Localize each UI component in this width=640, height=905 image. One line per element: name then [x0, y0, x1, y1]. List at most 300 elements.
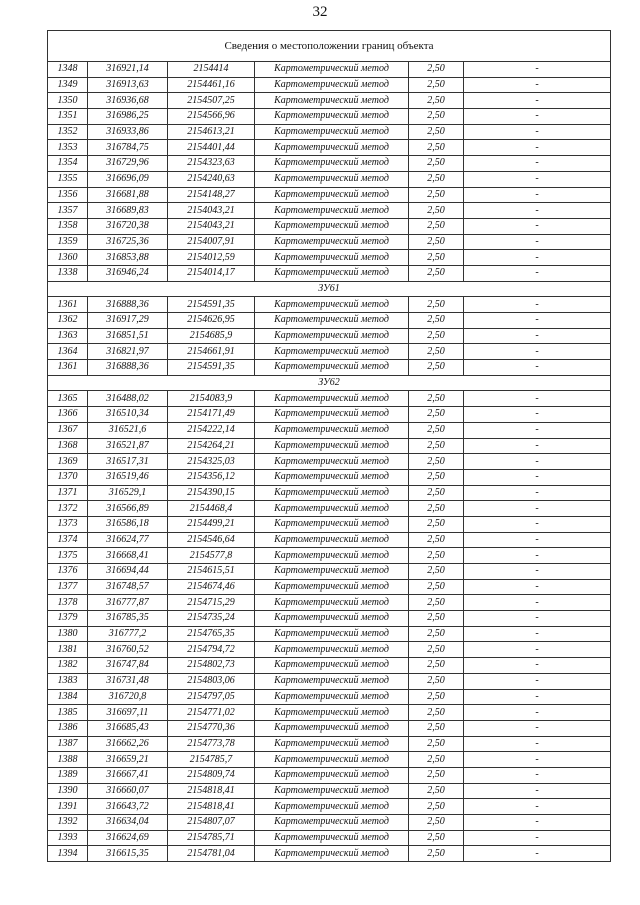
description-cell: - — [464, 485, 611, 501]
description-cell: - — [464, 203, 611, 219]
x-coordinate-cell: 316913,63 — [88, 77, 168, 93]
method-cell: Картометрический метод — [255, 752, 409, 768]
y-coordinate-cell: 2154794,72 — [168, 642, 255, 658]
x-coordinate-cell: 316933,86 — [88, 124, 168, 140]
y-coordinate-cell: 2154414 — [168, 62, 255, 78]
y-coordinate-cell: 2154007,91 — [168, 234, 255, 250]
accuracy-cell: 2,50 — [409, 673, 464, 689]
y-coordinate-cell: 2154807,07 — [168, 815, 255, 831]
y-coordinate-cell: 2154461,16 — [168, 77, 255, 93]
x-coordinate-cell: 316668,41 — [88, 548, 168, 564]
y-coordinate-cell: 2154770,36 — [168, 720, 255, 736]
method-cell: Картометрический метод — [255, 124, 409, 140]
method-cell: Картометрический метод — [255, 705, 409, 721]
description-cell: - — [464, 673, 611, 689]
accuracy-cell: 2,50 — [409, 422, 464, 438]
table-row — [48, 391, 611, 407]
y-coordinate-cell: 2154809,74 — [168, 767, 255, 783]
method-cell: Картометрический метод — [255, 642, 409, 658]
section-label: ЗУ61 — [48, 281, 611, 297]
section-label-row — [48, 375, 611, 391]
description-cell: - — [464, 595, 611, 611]
accuracy-cell: 2,50 — [409, 218, 464, 234]
point-number-cell: 1353 — [48, 140, 88, 156]
point-number-cell: 1338 — [48, 265, 88, 281]
x-coordinate-cell: 316517,31 — [88, 454, 168, 470]
point-number-cell: 1354 — [48, 156, 88, 172]
method-cell: Картометрический метод — [255, 736, 409, 752]
method-cell: Картометрический метод — [255, 407, 409, 423]
accuracy-cell: 2,50 — [409, 611, 464, 627]
table-row — [48, 815, 611, 831]
point-number-cell: 1374 — [48, 532, 88, 548]
description-cell: - — [464, 250, 611, 266]
table-row — [48, 799, 611, 815]
table-row — [48, 140, 611, 156]
point-number-cell: 1378 — [48, 595, 88, 611]
accuracy-cell: 2,50 — [409, 250, 464, 266]
x-coordinate-cell: 316624,69 — [88, 830, 168, 846]
description-cell: - — [464, 564, 611, 580]
accuracy-cell: 2,50 — [409, 171, 464, 187]
table-row — [48, 830, 611, 846]
accuracy-cell: 2,50 — [409, 109, 464, 125]
x-coordinate-cell: 316777,2 — [88, 626, 168, 642]
method-cell: Картометрический метод — [255, 297, 409, 313]
y-coordinate-cell: 2154818,41 — [168, 783, 255, 799]
point-number-cell: 1367 — [48, 422, 88, 438]
point-number-cell: 1391 — [48, 799, 88, 815]
y-coordinate-cell: 2154566,96 — [168, 109, 255, 125]
x-coordinate-cell: 316662,26 — [88, 736, 168, 752]
x-coordinate-cell: 316760,52 — [88, 642, 168, 658]
method-cell: Картометрический метод — [255, 187, 409, 203]
x-coordinate-cell: 316888,36 — [88, 360, 168, 376]
description-cell: - — [464, 516, 611, 532]
accuracy-cell: 2,50 — [409, 830, 464, 846]
method-cell: Картометрический метод — [255, 140, 409, 156]
x-coordinate-cell: 316986,25 — [88, 109, 168, 125]
table-row — [48, 658, 611, 674]
table-row — [48, 752, 611, 768]
accuracy-cell: 2,50 — [409, 705, 464, 721]
point-number-cell: 1357 — [48, 203, 88, 219]
point-number-cell: 1371 — [48, 485, 88, 501]
x-coordinate-cell: 316689,83 — [88, 203, 168, 219]
y-coordinate-cell: 2154390,15 — [168, 485, 255, 501]
table-row — [48, 720, 611, 736]
method-cell: Картометрический метод — [255, 438, 409, 454]
method-cell: Картометрический метод — [255, 783, 409, 799]
y-coordinate-cell: 2154661,91 — [168, 344, 255, 360]
description-cell: - — [464, 187, 611, 203]
description-cell: - — [464, 767, 611, 783]
x-coordinate-cell: 316785,35 — [88, 611, 168, 627]
x-coordinate-cell: 316821,97 — [88, 344, 168, 360]
accuracy-cell: 2,50 — [409, 124, 464, 140]
point-number-cell: 1382 — [48, 658, 88, 674]
point-number-cell: 1376 — [48, 564, 88, 580]
method-cell: Картометрический метод — [255, 501, 409, 517]
point-number-cell: 1361 — [48, 297, 88, 313]
method-cell: Картометрический метод — [255, 689, 409, 705]
description-cell: - — [464, 328, 611, 344]
y-coordinate-cell: 2154685,9 — [168, 328, 255, 344]
method-cell: Картометрический метод — [255, 250, 409, 266]
description-cell: - — [464, 407, 611, 423]
accuracy-cell: 2,50 — [409, 626, 464, 642]
description-cell: - — [464, 422, 611, 438]
table-row — [48, 673, 611, 689]
point-number-cell: 1369 — [48, 454, 88, 470]
accuracy-cell: 2,50 — [409, 297, 464, 313]
table-row — [48, 689, 611, 705]
description-cell: - — [464, 846, 611, 862]
page-number: 32 — [312, 4, 328, 20]
x-coordinate-cell: 316936,68 — [88, 93, 168, 109]
x-coordinate-cell: 316720,8 — [88, 689, 168, 705]
y-coordinate-cell: 2154803,06 — [168, 673, 255, 689]
table-row — [48, 438, 611, 454]
method-cell: Картометрический метод — [255, 156, 409, 172]
accuracy-cell: 2,50 — [409, 642, 464, 658]
description-cell: - — [464, 783, 611, 799]
accuracy-cell: 2,50 — [409, 454, 464, 470]
x-coordinate-cell: 316660,07 — [88, 783, 168, 799]
description-cell: - — [464, 705, 611, 721]
accuracy-cell: 2,50 — [409, 93, 464, 109]
y-coordinate-cell: 2154785,71 — [168, 830, 255, 846]
point-number-cell: 1377 — [48, 579, 88, 595]
accuracy-cell: 2,50 — [409, 720, 464, 736]
table-row — [48, 516, 611, 532]
point-number-cell: 1393 — [48, 830, 88, 846]
y-coordinate-cell: 2154356,12 — [168, 469, 255, 485]
point-number-cell: 1385 — [48, 705, 88, 721]
description-cell: - — [464, 438, 611, 454]
description-cell: - — [464, 124, 611, 140]
point-number-cell: 1358 — [48, 218, 88, 234]
x-coordinate-cell: 316853,88 — [88, 250, 168, 266]
accuracy-cell: 2,50 — [409, 360, 464, 376]
description-cell: - — [464, 62, 611, 78]
y-coordinate-cell: 2154626,95 — [168, 313, 255, 329]
y-coordinate-cell: 2154401,44 — [168, 140, 255, 156]
table-row — [48, 360, 611, 376]
accuracy-cell: 2,50 — [409, 783, 464, 799]
method-cell: Картометрический метод — [255, 720, 409, 736]
method-cell: Картометрический метод — [255, 328, 409, 344]
method-cell: Картометрический метод — [255, 767, 409, 783]
description-cell: - — [464, 109, 611, 125]
accuracy-cell: 2,50 — [409, 767, 464, 783]
x-coordinate-cell: 316685,43 — [88, 720, 168, 736]
description-cell: - — [464, 642, 611, 658]
y-coordinate-cell: 2154818,41 — [168, 799, 255, 815]
method-cell: Картометрический метод — [255, 265, 409, 281]
table-row — [48, 579, 611, 595]
point-number-cell: 1364 — [48, 344, 88, 360]
y-coordinate-cell: 2154148,27 — [168, 187, 255, 203]
accuracy-cell: 2,50 — [409, 579, 464, 595]
table-header-row — [48, 31, 611, 62]
method-cell: Картометрический метод — [255, 548, 409, 564]
method-cell: Картометрический метод — [255, 485, 409, 501]
table-row — [48, 77, 611, 93]
method-cell: Картометрический метод — [255, 564, 409, 580]
description-cell: - — [464, 156, 611, 172]
x-coordinate-cell: 316725,36 — [88, 234, 168, 250]
method-cell: Картометрический метод — [255, 218, 409, 234]
description-cell: - — [464, 360, 611, 376]
point-number-cell: 1366 — [48, 407, 88, 423]
description-cell: - — [464, 93, 611, 109]
point-number-cell: 1383 — [48, 673, 88, 689]
table-row — [48, 344, 611, 360]
point-number-cell: 1360 — [48, 250, 88, 266]
method-cell: Картометрический метод — [255, 422, 409, 438]
x-coordinate-cell: 316946,24 — [88, 265, 168, 281]
y-coordinate-cell: 2154012,59 — [168, 250, 255, 266]
description-cell: - — [464, 532, 611, 548]
table-row — [48, 611, 611, 627]
method-cell: Картометрический метод — [255, 532, 409, 548]
table-row — [48, 642, 611, 658]
point-number-cell: 1370 — [48, 469, 88, 485]
y-coordinate-cell: 2154615,51 — [168, 564, 255, 580]
table-row — [48, 124, 611, 140]
accuracy-cell: 2,50 — [409, 736, 464, 752]
description-cell: - — [464, 830, 611, 846]
x-coordinate-cell: 316521,87 — [88, 438, 168, 454]
y-coordinate-cell: 2154043,21 — [168, 203, 255, 219]
description-cell: - — [464, 77, 611, 93]
x-coordinate-cell: 316634,04 — [88, 815, 168, 831]
x-coordinate-cell: 316681,88 — [88, 187, 168, 203]
accuracy-cell: 2,50 — [409, 156, 464, 172]
x-coordinate-cell: 316566,89 — [88, 501, 168, 517]
x-coordinate-cell: 316851,51 — [88, 328, 168, 344]
accuracy-cell: 2,50 — [409, 548, 464, 564]
description-cell: - — [464, 799, 611, 815]
accuracy-cell: 2,50 — [409, 77, 464, 93]
table-row — [48, 171, 611, 187]
point-number-cell: 1381 — [48, 642, 88, 658]
x-coordinate-cell: 316784,75 — [88, 140, 168, 156]
table-row — [48, 485, 611, 501]
point-number-cell: 1361 — [48, 360, 88, 376]
description-cell: - — [464, 265, 611, 281]
accuracy-cell: 2,50 — [409, 234, 464, 250]
x-coordinate-cell: 316643,72 — [88, 799, 168, 815]
x-coordinate-cell: 316777,87 — [88, 595, 168, 611]
table-row — [48, 93, 611, 109]
x-coordinate-cell: 316696,09 — [88, 171, 168, 187]
y-coordinate-cell: 2154797,05 — [168, 689, 255, 705]
point-number-cell: 1387 — [48, 736, 88, 752]
point-number-cell: 1363 — [48, 328, 88, 344]
point-number-cell: 1362 — [48, 313, 88, 329]
table-row — [48, 187, 611, 203]
x-coordinate-cell: 316888,36 — [88, 297, 168, 313]
y-coordinate-cell: 2154083,9 — [168, 391, 255, 407]
point-number-cell: 1350 — [48, 93, 88, 109]
point-number-cell: 1375 — [48, 548, 88, 564]
x-coordinate-cell: 316488,02 — [88, 391, 168, 407]
x-coordinate-cell: 316731,48 — [88, 673, 168, 689]
method-cell: Картометрический метод — [255, 579, 409, 595]
description-cell: - — [464, 344, 611, 360]
description-cell: - — [464, 171, 611, 187]
table-row — [48, 265, 611, 281]
point-number-cell: 1355 — [48, 171, 88, 187]
table-row — [48, 783, 611, 799]
x-coordinate-cell: 316921,14 — [88, 62, 168, 78]
method-cell: Картометрический метод — [255, 313, 409, 329]
table-row — [48, 62, 611, 78]
method-cell: Картометрический метод — [255, 234, 409, 250]
y-coordinate-cell: 2154613,21 — [168, 124, 255, 140]
accuracy-cell: 2,50 — [409, 689, 464, 705]
method-cell: Картометрический метод — [255, 626, 409, 642]
accuracy-cell: 2,50 — [409, 407, 464, 423]
table-row — [48, 234, 611, 250]
table-row — [48, 595, 611, 611]
method-cell: Картометрический метод — [255, 611, 409, 627]
table-row — [48, 626, 611, 642]
table-row — [48, 297, 611, 313]
accuracy-cell: 2,50 — [409, 469, 464, 485]
y-coordinate-cell: 2154014,17 — [168, 265, 255, 281]
description-cell: - — [464, 313, 611, 329]
point-number-cell: 1351 — [48, 109, 88, 125]
x-coordinate-cell: 316624,77 — [88, 532, 168, 548]
description-cell: - — [464, 140, 611, 156]
point-number-cell: 1359 — [48, 234, 88, 250]
point-number-cell: 1372 — [48, 501, 88, 517]
description-cell: - — [464, 579, 611, 595]
point-number-cell: 1390 — [48, 783, 88, 799]
table-row — [48, 328, 611, 344]
table-row — [48, 313, 611, 329]
method-cell: Картометрический метод — [255, 93, 409, 109]
accuracy-cell: 2,50 — [409, 595, 464, 611]
method-cell: Картометрический метод — [255, 799, 409, 815]
point-number-cell: 1373 — [48, 516, 88, 532]
y-coordinate-cell: 2154781,04 — [168, 846, 255, 862]
method-cell: Картометрический метод — [255, 454, 409, 470]
method-cell: Картометрический метод — [255, 391, 409, 407]
table-title: Сведения о местоположении границ объекта — [48, 31, 611, 62]
method-cell: Картометрический метод — [255, 109, 409, 125]
x-coordinate-cell: 316659,21 — [88, 752, 168, 768]
table-row — [48, 767, 611, 783]
point-number-cell: 1392 — [48, 815, 88, 831]
table-row — [48, 705, 611, 721]
accuracy-cell: 2,50 — [409, 815, 464, 831]
point-number-cell: 1356 — [48, 187, 88, 203]
table-row — [48, 218, 611, 234]
x-coordinate-cell: 316694,44 — [88, 564, 168, 580]
description-cell: - — [464, 626, 611, 642]
method-cell: Картометрический метод — [255, 815, 409, 831]
description-cell: - — [464, 218, 611, 234]
point-number-cell: 1386 — [48, 720, 88, 736]
table-row — [48, 407, 611, 423]
method-cell: Картометрический метод — [255, 203, 409, 219]
section-label-row — [48, 281, 611, 297]
point-number-cell: 1365 — [48, 391, 88, 407]
description-cell: - — [464, 752, 611, 768]
table-row — [48, 109, 611, 125]
point-number-cell: 1352 — [48, 124, 88, 140]
description-cell: - — [464, 391, 611, 407]
y-coordinate-cell: 2154674,46 — [168, 579, 255, 595]
x-coordinate-cell: 316747,84 — [88, 658, 168, 674]
y-coordinate-cell: 2154325,03 — [168, 454, 255, 470]
description-cell: - — [464, 689, 611, 705]
accuracy-cell: 2,50 — [409, 846, 464, 862]
description-cell: - — [464, 658, 611, 674]
method-cell: Картометрический метод — [255, 344, 409, 360]
x-coordinate-cell: 316529,1 — [88, 485, 168, 501]
x-coordinate-cell: 316586,18 — [88, 516, 168, 532]
description-cell: - — [464, 234, 611, 250]
x-coordinate-cell: 316917,29 — [88, 313, 168, 329]
point-number-cell: 1384 — [48, 689, 88, 705]
y-coordinate-cell: 2154802,73 — [168, 658, 255, 674]
y-coordinate-cell: 2154264,21 — [168, 438, 255, 454]
y-coordinate-cell: 2154546,64 — [168, 532, 255, 548]
y-coordinate-cell: 2154577,8 — [168, 548, 255, 564]
accuracy-cell: 2,50 — [409, 62, 464, 78]
y-coordinate-cell: 2154240,63 — [168, 171, 255, 187]
table-row — [48, 501, 611, 517]
method-cell: Картометрический метод — [255, 360, 409, 376]
method-cell: Картометрический метод — [255, 658, 409, 674]
boundary-coordinates-table — [47, 30, 611, 862]
point-number-cell: 1389 — [48, 767, 88, 783]
x-coordinate-cell: 316697,11 — [88, 705, 168, 721]
point-number-cell: 1349 — [48, 77, 88, 93]
x-coordinate-cell: 316510,34 — [88, 407, 168, 423]
method-cell: Картометрический метод — [255, 62, 409, 78]
y-coordinate-cell: 2154735,24 — [168, 611, 255, 627]
method-cell: Картометрический метод — [255, 516, 409, 532]
description-cell: - — [464, 815, 611, 831]
table-row — [48, 422, 611, 438]
point-number-cell: 1388 — [48, 752, 88, 768]
y-coordinate-cell: 2154591,35 — [168, 360, 255, 376]
accuracy-cell: 2,50 — [409, 313, 464, 329]
accuracy-cell: 2,50 — [409, 187, 464, 203]
point-number-cell: 1379 — [48, 611, 88, 627]
y-coordinate-cell: 2154222,14 — [168, 422, 255, 438]
x-coordinate-cell: 316720,38 — [88, 218, 168, 234]
accuracy-cell: 2,50 — [409, 328, 464, 344]
table-row — [48, 250, 611, 266]
x-coordinate-cell: 316521,6 — [88, 422, 168, 438]
accuracy-cell: 2,50 — [409, 391, 464, 407]
accuracy-cell: 2,50 — [409, 799, 464, 815]
table-row — [48, 846, 611, 862]
method-cell: Картометрический метод — [255, 171, 409, 187]
y-coordinate-cell: 2154785,7 — [168, 752, 255, 768]
section-label: ЗУ62 — [48, 375, 611, 391]
method-cell: Картометрический метод — [255, 595, 409, 611]
y-coordinate-cell: 2154765,35 — [168, 626, 255, 642]
y-coordinate-cell: 2154499,21 — [168, 516, 255, 532]
